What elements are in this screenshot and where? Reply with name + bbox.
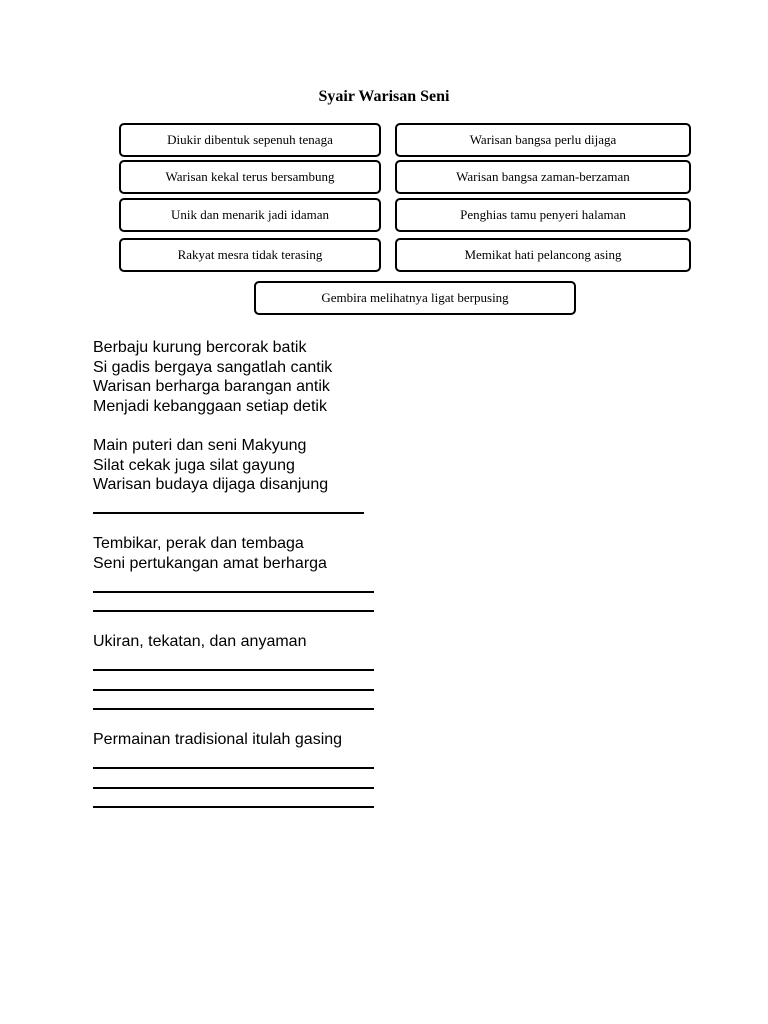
answer-blank-line[interactable] [93,671,374,691]
phrase-box-text: Gembira melihatnya ligat berpusing [321,290,509,305]
stanza-line: Menjadi kebanggaan setiap detik [93,397,327,415]
phrase-box[interactable] [395,198,691,232]
stanza-line: Si gadis bergaya sangatlah cantik [93,358,333,376]
stanza-line: Silat cekak juga silat gayung [93,456,295,474]
stanza-line: Berbaju kurung bercorak batik [93,339,307,356]
phrase-box[interactable] [395,123,691,157]
phrase-box-text: Diukir dibentuk sepenuh tenaga [167,132,333,147]
phrase-box-text: Warisan bangsa zaman-berzaman [456,169,630,184]
phrase-box-text: Rakyat mesra tidak terasing [177,247,323,262]
stanza-line: Warisan berharga barangan antik [93,378,330,395]
stanza-line: Permainan tradisional itulah gasing [93,731,343,748]
phrase-box[interactable] [119,198,381,232]
answer-blank-line[interactable] [93,593,374,613]
phrase-box-text: Unik dan menarik jadi idaman [170,207,330,222]
stanza-line: Tembikar, perak dan tembaga [93,535,304,552]
answer-blank-line[interactable] [93,495,364,515]
phrase-box-text: Warisan bangsa perlu dijaga [469,132,617,147]
answer-blank-line[interactable] [93,691,374,711]
answer-blank-line[interactable] [93,769,374,789]
stanza [93,338,332,416]
stanza-line: Warisan budaya dijaga disanjung [93,476,329,493]
answer-blank-line[interactable] [93,573,374,593]
stanza-line: Seni pertukangan amat berharga [93,554,327,572]
answer-blank-line[interactable] [93,789,374,809]
stanza [93,436,364,514]
answer-blank-line[interactable] [93,750,374,770]
phrase-box[interactable] [119,238,381,272]
phrase-box-text: Warisan kekal terus bersambung [165,169,335,184]
stanza [93,730,374,808]
phrase-box[interactable] [395,238,691,272]
stanza [93,632,374,710]
phrase-box-text: Penghias tamu penyeri halaman [460,207,626,222]
stanza [93,534,374,612]
phrase-box[interactable] [254,281,576,315]
phrase-box[interactable] [119,160,381,194]
answer-blank-line[interactable] [93,652,374,672]
phrase-box-text: Memikat hati pelancong asing [464,247,622,262]
stanza-line: Main puteri dan seni Makyung [93,437,307,454]
worksheet-title: Syair Warisan Seni [318,88,450,105]
phrase-box[interactable] [395,160,691,194]
phrase-box[interactable] [119,123,381,157]
stanza-line: Ukiran, tekatan, dan anyaman [93,633,307,650]
